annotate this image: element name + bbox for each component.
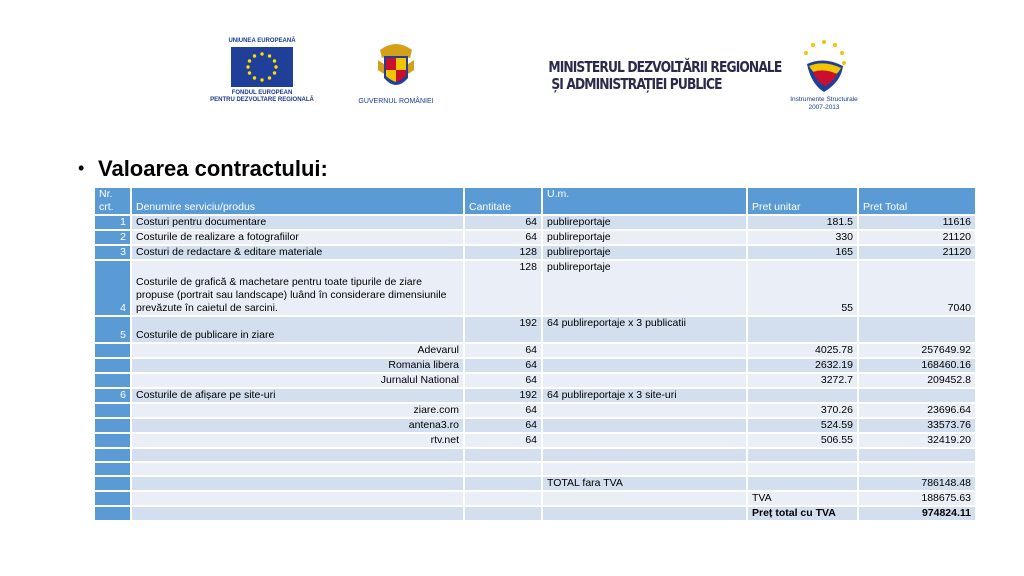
section-heading <box>78 156 328 182</box>
cell-empty <box>131 476 464 491</box>
cell-total <box>858 316 976 343</box>
cell-nr: 5 <box>94 316 131 343</box>
cell-nr <box>94 373 131 388</box>
cell-nr <box>94 462 131 476</box>
table-row <box>94 316 976 343</box>
table-row <box>94 388 976 403</box>
cell-unit-price: 181.5 <box>747 215 858 230</box>
cell-empty <box>858 462 976 476</box>
cell-nr <box>94 491 131 506</box>
cell-unit-price: 4025.78 <box>747 343 858 358</box>
cell-qty: 64 <box>464 403 542 418</box>
table-header-row <box>94 187 976 215</box>
cell-unit-price: 330 <box>747 230 858 245</box>
bullet-point: • <box>78 158 85 178</box>
structural-instruments-icon <box>789 36 859 96</box>
header-unit-measure: U.m. <box>542 187 747 215</box>
cell-name: Romania libera <box>131 358 464 373</box>
cell-total: 11616 <box>858 215 976 230</box>
ministry-line2: ȘI ADMINISTRAȚIEI PUBLICE <box>551 75 722 93</box>
cell-unit-price: 2632.19 <box>747 358 858 373</box>
grand-total-value: 974824.11 <box>858 506 976 521</box>
cell-qty: 128 <box>464 260 542 316</box>
total-no-vat-value: 786148.48 <box>858 476 976 491</box>
cell-um: publireportaje <box>542 245 747 260</box>
cell-unit-price: 55 <box>747 260 858 316</box>
cell-empty <box>131 491 464 506</box>
header-service-name: Denumire serviciu/produs <box>131 187 464 215</box>
vat-label: TVA <box>747 491 858 506</box>
cell-unit-price: 370.26 <box>747 403 858 418</box>
cell-empty <box>542 491 747 506</box>
cell-qty: 64 <box>464 433 542 448</box>
cell-unit-price: 3272.7 <box>747 373 858 388</box>
cell-nr: 4 <box>94 260 131 316</box>
cell-um <box>542 358 747 373</box>
cell-qty: 64 <box>464 373 542 388</box>
header-unit-price: Pret unitar <box>747 187 858 215</box>
cell-um <box>542 343 747 358</box>
cell-total: 23696.64 <box>858 403 976 418</box>
cell-unit-price: 506.55 <box>747 433 858 448</box>
cell-qty: 64 <box>464 215 542 230</box>
table-row-total-no-vat <box>94 476 976 491</box>
cell-empty <box>131 462 464 476</box>
header-nr-line2: crt. <box>99 201 114 213</box>
cell-name: Costurile de afișare pe site-uri <box>131 388 464 403</box>
cell-name: antena3.ro <box>131 418 464 433</box>
cell-nr: 2 <box>94 230 131 245</box>
cell-nr <box>94 418 131 433</box>
cell-empty <box>542 448 747 462</box>
cell-name: Costurile de publicare in ziare <box>131 316 464 343</box>
cell-nr <box>94 448 131 462</box>
cell-empty <box>464 506 542 521</box>
cell-um: publireportaje <box>542 230 747 245</box>
cell-nr: 6 <box>94 388 131 403</box>
cell-total <box>858 388 976 403</box>
eu-logo-line1: FONDUL EUROPEAN <box>231 90 293 96</box>
government-label: GUVERNUL ROMÂNIEI <box>358 98 434 105</box>
cell-nr: 1 <box>94 215 131 230</box>
cell-nr <box>94 403 131 418</box>
table-row <box>94 403 976 418</box>
cell-um: 64 publireportaje x 3 publicatii <box>542 316 747 343</box>
table-row-vat <box>94 491 976 506</box>
cell-um: publireportaje <box>542 215 747 230</box>
cell-empty <box>747 476 858 491</box>
table-row <box>94 245 976 260</box>
cell-name: Costurile de grafică & machetare pentru toate tipurile de ziare propuse (portrait sau landscape) luând în considerare dimensiunile prevăzute în caietul de sarcini. <box>131 260 464 316</box>
cell-qty: 64 <box>464 418 542 433</box>
cell-nr <box>94 506 131 521</box>
cell-total: 32419.20 <box>858 433 976 448</box>
cell-qty: 64 <box>464 343 542 358</box>
table-row <box>94 215 976 230</box>
grand-total-label: Preț total cu TVA <box>747 506 858 521</box>
total-no-vat-label: TOTAL fara TVA <box>542 476 747 491</box>
romania-coat-of-arms-icon <box>376 40 416 96</box>
cell-nr <box>94 476 131 491</box>
eu-logo <box>208 38 316 110</box>
table-row-empty <box>94 462 976 476</box>
cell-empty <box>542 506 747 521</box>
cell-empty <box>464 448 542 462</box>
header-nr-crt <box>94 187 131 215</box>
cell-nr <box>94 433 131 448</box>
cell-total: 21120 <box>858 245 976 260</box>
eu-flag-icon <box>231 47 293 87</box>
cell-name: Costuri de redactare & editare materiale <box>131 245 464 260</box>
eu-logo-top-text: UNIUNEA EUROPEANĂ <box>228 38 296 44</box>
cell-empty <box>464 476 542 491</box>
table-row <box>94 260 976 316</box>
cell-empty <box>464 462 542 476</box>
cell-unit-price: 524.59 <box>747 418 858 433</box>
header-total-price: Pret Total <box>858 187 976 215</box>
cell-unit-price: 165 <box>747 245 858 260</box>
cell-empty <box>747 462 858 476</box>
cell-qty: 192 <box>464 388 542 403</box>
cell-empty <box>858 448 976 462</box>
cell-empty <box>747 448 858 462</box>
table-row <box>94 373 976 388</box>
table-row <box>94 418 976 433</box>
cell-name: Adevarul <box>131 343 464 358</box>
cell-name: Jurnalul National <box>131 373 464 388</box>
table-row-empty <box>94 448 976 462</box>
cell-empty <box>542 462 747 476</box>
cell-um <box>542 418 747 433</box>
cell-um: 64 publireportaje x 3 site-uri <box>542 388 747 403</box>
cell-qty: 64 <box>464 230 542 245</box>
cell-unit-price <box>747 388 858 403</box>
cell-total: 21120 <box>858 230 976 245</box>
cell-name: rtv.net <box>131 433 464 448</box>
ministry-logo <box>529 58 782 93</box>
cell-total: 168460.16 <box>858 358 976 373</box>
structural-label-line2: 2007-2013 <box>808 104 840 111</box>
cell-um <box>542 373 747 388</box>
cell-nr <box>94 358 131 373</box>
cell-unit-price <box>747 316 858 343</box>
cell-total: 7040 <box>858 260 976 316</box>
cell-qty: 192 <box>464 316 542 343</box>
ministry-line1: MINISTERUL DEZVOLTĂRII REGIONALE <box>548 58 782 76</box>
table-row-grand-total <box>94 506 976 521</box>
header-quantity: Cantitate <box>464 187 542 215</box>
cell-um <box>542 433 747 448</box>
cell-name: Costuri pentru documentare <box>131 215 464 230</box>
cell-name: Costurile de realizare a fotografiilor <box>131 230 464 245</box>
government-logo <box>350 40 442 110</box>
contract-value-table <box>93 186 977 522</box>
cell-nr: 3 <box>94 245 131 260</box>
cell-um: publireportaje <box>542 260 747 316</box>
section-heading-text: Valoarea contractului: <box>98 156 328 181</box>
header-nr-line1: Nr. <box>99 188 113 200</box>
table-row <box>94 358 976 373</box>
cell-total: 257649.92 <box>858 343 976 358</box>
table-row <box>94 343 976 358</box>
cell-empty <box>131 506 464 521</box>
cell-nr <box>94 343 131 358</box>
structural-instruments-logo <box>778 36 870 114</box>
cell-empty <box>131 448 464 462</box>
cell-qty: 64 <box>464 358 542 373</box>
cell-total: 33573.76 <box>858 418 976 433</box>
eu-logo-line2: PENTRU DEZVOLTARE REGIONALĂ <box>210 97 314 103</box>
cell-total: 209452.8 <box>858 373 976 388</box>
table-row <box>94 433 976 448</box>
cell-name: ziare.com <box>131 403 464 418</box>
table-row <box>94 230 976 245</box>
cell-empty <box>464 491 542 506</box>
vat-value: 188675.63 <box>858 491 976 506</box>
cell-um <box>542 403 747 418</box>
cell-qty: 128 <box>464 245 542 260</box>
structural-label-line1: Instrumente Structurale <box>790 96 858 103</box>
